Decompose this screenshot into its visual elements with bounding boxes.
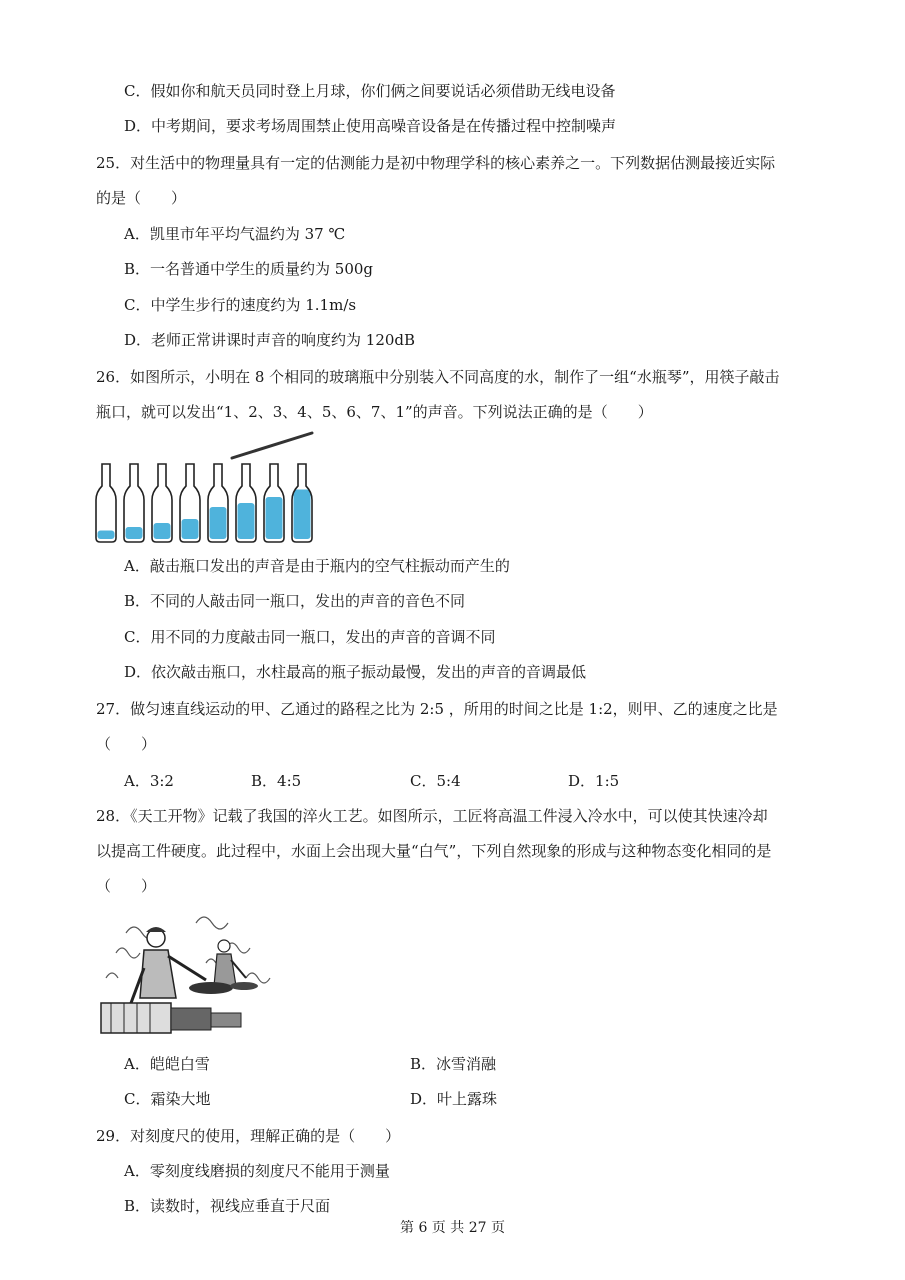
q26-option-c: C．用不同的力度敲击同一瓶口，发出的声音的音调不同 bbox=[124, 628, 496, 646]
q28-stem-line2: 以提高工件硬度。此过程中，水面上会出现大量“白气”，下列自然现象的形成与这种物态变化相同的是 bbox=[96, 842, 772, 860]
bottle-7 bbox=[264, 464, 284, 542]
q28-options-row2 bbox=[124, 1089, 824, 1109]
water-tub-back bbox=[230, 982, 258, 990]
water-bottle-figure bbox=[90, 428, 320, 548]
q27-option-b: B．4:5 bbox=[251, 772, 302, 790]
bottle-4 bbox=[180, 464, 200, 542]
q28-stem-line1: 28．《天工开物》记载了我国的淬火工艺。如图所示，工匠将高温工件浸入冷水中，可以使其快速冷却 bbox=[96, 807, 768, 825]
bellows bbox=[101, 1003, 241, 1033]
bottle-water bbox=[210, 507, 227, 539]
quenching-illustration bbox=[96, 908, 274, 1038]
bottle-5 bbox=[208, 464, 228, 542]
q25-option-d: D．老师正常讲课时声音的响度约为 120dB bbox=[124, 331, 416, 349]
bottle-water bbox=[294, 490, 311, 540]
worker-right bbox=[214, 940, 246, 986]
q25-stem-line1: 25．对生活中的物理量具有一定的估测能力是初中物理学科的核心素养之一。下列数据估测最接近实际 bbox=[96, 154, 776, 172]
bottle-1 bbox=[96, 464, 116, 542]
bottle-water bbox=[98, 531, 115, 540]
steam-swirls bbox=[106, 917, 270, 983]
q27-options-row bbox=[124, 771, 824, 791]
bottle-2 bbox=[124, 464, 144, 542]
bottle-water bbox=[266, 497, 283, 539]
q25-option-c: C．中学生步行的速度约为 1.1m/s bbox=[124, 296, 357, 314]
q27-option-a: A．3:2 bbox=[124, 772, 174, 790]
q29-option-b: B．读数时，视线应垂直于尺面 bbox=[124, 1197, 331, 1215]
q28-option-c: C．霜染大地 bbox=[124, 1090, 211, 1108]
q28-options-row1 bbox=[124, 1054, 824, 1074]
q27-stem-line1: 27．做匀速直线运动的甲、乙通过的路程之比为 2:5 ，所用的时间之比是 1:2，则甲、乙的速度之比是 bbox=[96, 700, 778, 718]
q27-option-c: C．5:4 bbox=[410, 772, 461, 790]
q29-stem-line1: 29．对刻度尺的使用，理解正确的是（ ） bbox=[96, 1127, 401, 1145]
q25-stem-line2: 的是（ ） bbox=[96, 189, 187, 207]
prev-option-d: D．中考期间，要求考场周围禁止使用高噪音设备是在传播过程中控制噪声 bbox=[124, 117, 617, 135]
page-number: 第 6 页 共 27 页 bbox=[400, 1220, 505, 1236]
q29-option-a: A．零刻度线磨损的刻度尺不能用于测量 bbox=[124, 1162, 390, 1180]
q28-option-a: A．皑皑白雪 bbox=[124, 1055, 210, 1073]
q28-option-b: B．冰雪消融 bbox=[410, 1055, 497, 1073]
q28-stem-line3: （ ） bbox=[96, 877, 157, 895]
q25-option-b: B．一名普通中学生的质量约为 500g bbox=[124, 260, 374, 278]
q25-option-a: A．凯里市年平均气温约为 37 ℃ bbox=[124, 225, 346, 243]
prev-option-c: C．假如你和航天员同时登上月球，你们俩之间要说话必须借助无线电设备 bbox=[124, 82, 616, 100]
q26-option-b: B．不同的人敲击同一瓶口，发出的声音的音色不同 bbox=[124, 592, 466, 610]
chopstick bbox=[232, 433, 312, 458]
q26-option-a: A．敲击瓶口发出的声音是由于瓶内的空气柱振动而产生的 bbox=[124, 557, 510, 575]
bottle-outline bbox=[96, 464, 116, 542]
q26-stem-line2: 瓶口，就可以发出“1、2、3、4、5、6、7、1”的声音。下列说法正确的是（ ） bbox=[96, 403, 653, 421]
bottle-water bbox=[126, 527, 143, 539]
q28-option-d: D．叶上露珠 bbox=[410, 1090, 498, 1108]
bottle-8 bbox=[292, 464, 312, 542]
bottle-water bbox=[182, 519, 199, 539]
bottle-water bbox=[154, 523, 171, 539]
q26-stem-line1: 26．如图所示，小明在 8 个相同的玻璃瓶中分别装入不同高度的水，制作了一组“水瓶琴”，用筷子敲击 bbox=[96, 368, 780, 386]
bottle-3 bbox=[152, 464, 172, 542]
q27-stem-line2: （ ） bbox=[96, 735, 157, 753]
q26-option-d: D．依次敲击瓶口，水柱最高的瓶子振动最慢，发出的声音的音调最低 bbox=[124, 663, 587, 681]
bottle-water bbox=[238, 503, 255, 539]
bottle-6 bbox=[236, 464, 256, 542]
q27-option-d: D．1:5 bbox=[568, 772, 620, 790]
water-tub-front bbox=[189, 982, 233, 994]
